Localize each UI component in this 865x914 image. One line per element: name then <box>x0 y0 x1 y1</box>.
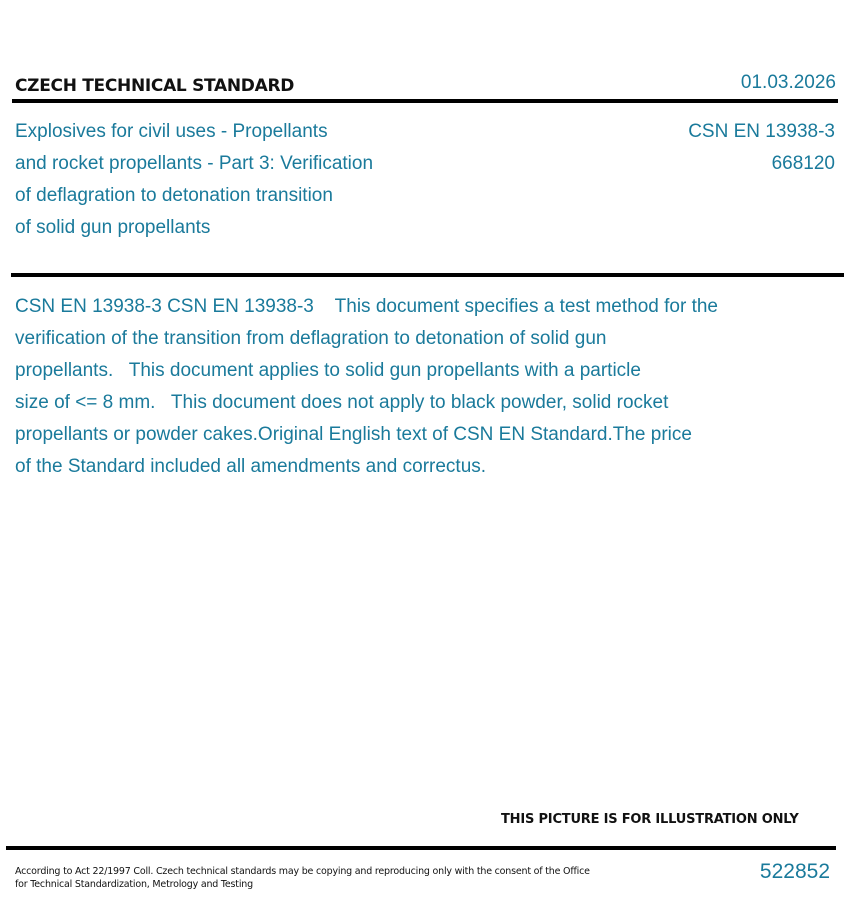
description-line: of the Standard included all amendments and correctus. <box>15 456 487 477</box>
description-line: size of <= 8 mm. This document does not apply to black powder, solid rocket <box>15 392 669 413</box>
title-line: of solid gun propellants <box>15 217 211 238</box>
description-line: CSN EN 13938-3 CSN EN 13938-3 This document specifies a test method for the <box>15 296 718 317</box>
document-date: 01.03.2026 <box>740 72 836 93</box>
document-id: 522852 <box>759 860 830 883</box>
title-line: of deflagration to detonation transition <box>15 185 333 206</box>
document-type-label: CZECH TECHNICAL STANDARD <box>15 76 295 96</box>
description-line: propellants. This document applies to solid gun propellants with a particle <box>15 360 641 381</box>
title-divider <box>11 273 844 277</box>
legal-line: According to Act 22/1997 Coll. Czech technical standards may be copying and reproducing only with the consent of the Office <box>15 866 590 877</box>
legal-line: for Technical Standardization, Metrology and Testing <box>15 879 253 890</box>
class-number: 668120 <box>771 153 835 174</box>
footer-divider <box>6 846 836 850</box>
description-line: propellants or powder cakes.Original English text of CSN EN Standard.The price <box>15 424 692 445</box>
standard-number: CSN EN 13938-3 <box>688 121 835 142</box>
title-line: Explosives for civil uses - Propellants <box>15 121 328 142</box>
standard-title <box>15 116 455 244</box>
title-line: and rocket propellants - Part 3: Verification <box>15 153 374 174</box>
illustration-note: THIS PICTURE IS FOR ILLUSTRATION ONLY <box>501 812 799 827</box>
description-line: verification of the transition from deflagration to detonation of solid gun <box>15 328 607 349</box>
legal-notice <box>15 865 590 891</box>
header-divider <box>12 99 838 103</box>
standard-description <box>15 291 845 483</box>
standard-codes <box>688 116 835 180</box>
